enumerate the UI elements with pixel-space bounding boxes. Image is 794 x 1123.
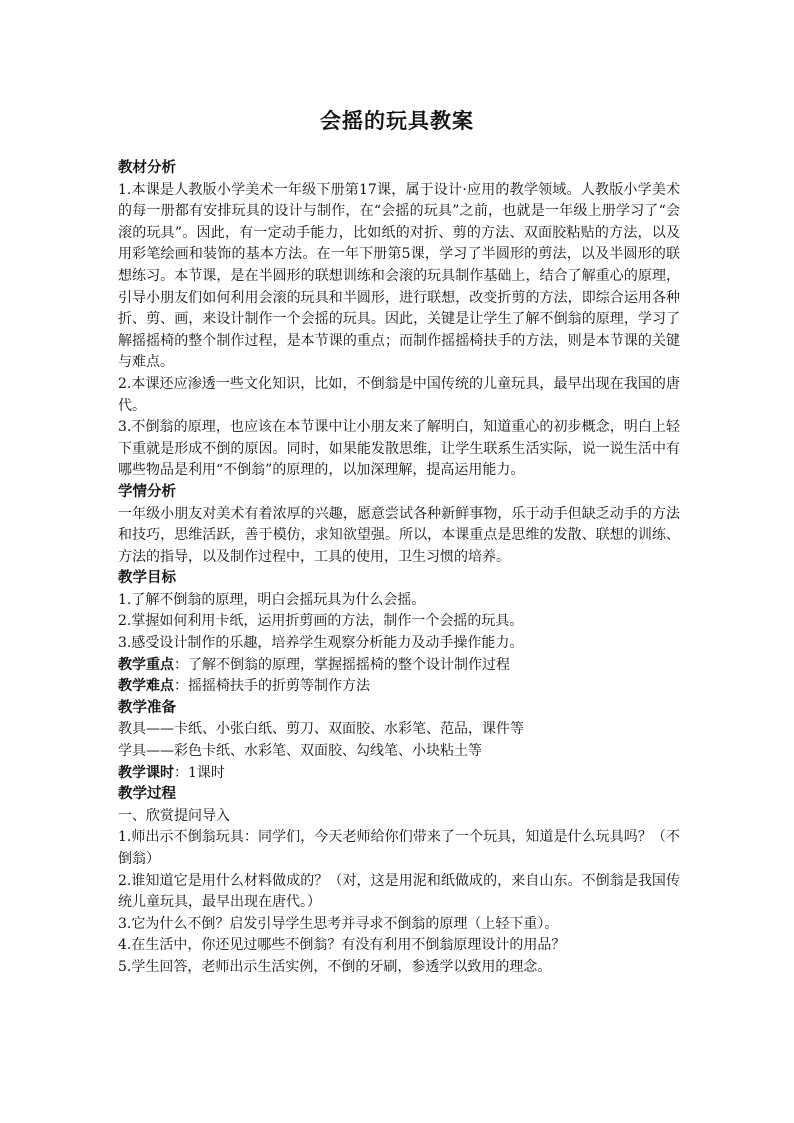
paragraph-analysis-2: 2.本课还应渗透一些文化知识，比如，不倒翁是中国传统的儿童玩具，最早出现在我国的唐代。: [118, 375, 680, 414]
process-subheading: 一、欣赏提问导入: [118, 807, 230, 824]
process-item-3: 3.它为什么不倒？启发引导学生思考并寻求不倒翁的原理（上轻下重）。: [118, 915, 559, 932]
heading-preparation: 教学准备: [118, 699, 176, 716]
teaching-key-point: [118, 655, 680, 677]
document-title: 会摇的玩具教案: [320, 108, 474, 133]
document-body: [118, 158, 680, 979]
class-hours: [118, 763, 680, 785]
process-item-5: 5.学生回答，老师出示生活实例，不倒的牙刷，参透学以致用的理念。: [118, 958, 552, 975]
heading-teaching-goals: 教学目标: [118, 570, 176, 587]
paragraph-analysis-3: 3.不倒翁的原理，也应该在本节课中让小朋友来了解明白，知道重心的初步概念，明白上轻下重就是形成不倒的原因。同时，如果能发散思维，让学生联系生活实际，说一说生活中有哪些物品是利用“不倒翁”的原理的，以加深理解，提高运用能力。: [118, 419, 680, 479]
process-item-4: 4.在生活中，你还见过哪些不倒翁？有没有利用不倒翁原理设计的用品？: [118, 937, 566, 954]
paragraph-analysis-1: 1.本课是人教版小学美术一年级下册第17课，属于设计·应用的教学领域。人教版小学美术的每一册都有安排玩具的设计与制作，在“会摇的玩具”之前，也就是一年级上册学习了“会滚的玩具”。因此，有一定动手能力，比如纸的对折、剪的方法、双面胶粘贴的方法，以及用彩笔绘画和装饰的基本方法。在一年下册第5课，学习了半圆形的剪法，以及半圆形的联想练习。本节课，是在半圆形的联想训练和会滚的玩具制作基础上，结合了解重心的原理，引导小朋友们如何利用会滚的玩具和半圆形，进行联想，改变折剪的方法，即综合运用各种折、剪、画，来设计制作一个会摇的玩具。因此，关键是让学生了解不倒翁的原理，学习了解摇摇椅的整个制作过程，是本节课的重点；而制作摇摇椅扶手的方法，则是本节课的关键与难点。: [118, 181, 680, 371]
heading-teaching-process: 教学过程: [118, 786, 176, 803]
teacher-materials: 教具——卡纸、小张白纸、剪刀、双面胶、水彩笔、范品，课件等: [118, 721, 524, 738]
paragraph-student-analysis: 一年级小朋友对美术有着浓厚的兴趣，愿意尝试各种新鲜事物，乐于动手但缺乏动手的方法和技巧，思维活跃，善于模仿，求知欲望强。所以，本课重点是思维的发散、联想的训练、方法的指导，以及制作过程中，工具的使用，卫生习惯的培养。: [118, 505, 680, 565]
difficulty-text: ：摇摇椅扶手的折剪等制作方法: [174, 678, 370, 695]
process-item-1: 1.师出示不倒翁玩具：同学们，今天老师给你们带来了一个玩具，知道是什么玩具吗？（不倒翁）: [118, 829, 680, 867]
class-hours-label: 教学课时: [118, 764, 174, 781]
goal-1: 1.了解不倒翁的原理，明白会摇玩具为什么会摇。: [118, 591, 426, 608]
goal-2: 2.掌握如何利用卡纸，运用折剪画的方法，制作一个会摇的玩具。: [118, 613, 524, 630]
teaching-difficulty: [118, 676, 680, 698]
goal-3: 3.感受设计制作的乐趣，培养学生观察分析能力及动手操作能力。: [118, 635, 524, 652]
key-point-label: 教学重点: [118, 656, 174, 673]
class-hours-text: ：1课时: [174, 764, 225, 781]
student-materials: 学具——彩色卡纸、水彩笔、双面胶、勾线笔、小块粘土等: [118, 743, 482, 760]
difficulty-label: 教学难点: [118, 678, 174, 695]
key-point-text: ：了解不倒翁的原理，掌握摇摇椅的整个设计制作过程: [174, 656, 510, 673]
heading-textbook-analysis: 教材分析: [118, 160, 176, 176]
heading-student-analysis: 学情分析: [118, 483, 176, 500]
process-item-2: 2.谁知道它是用什么材料做成的？（对，这是用泥和纸做成的，来自山东。不倒翁是我国传统儿童玩具，最早出现在唐代。）: [118, 872, 680, 911]
